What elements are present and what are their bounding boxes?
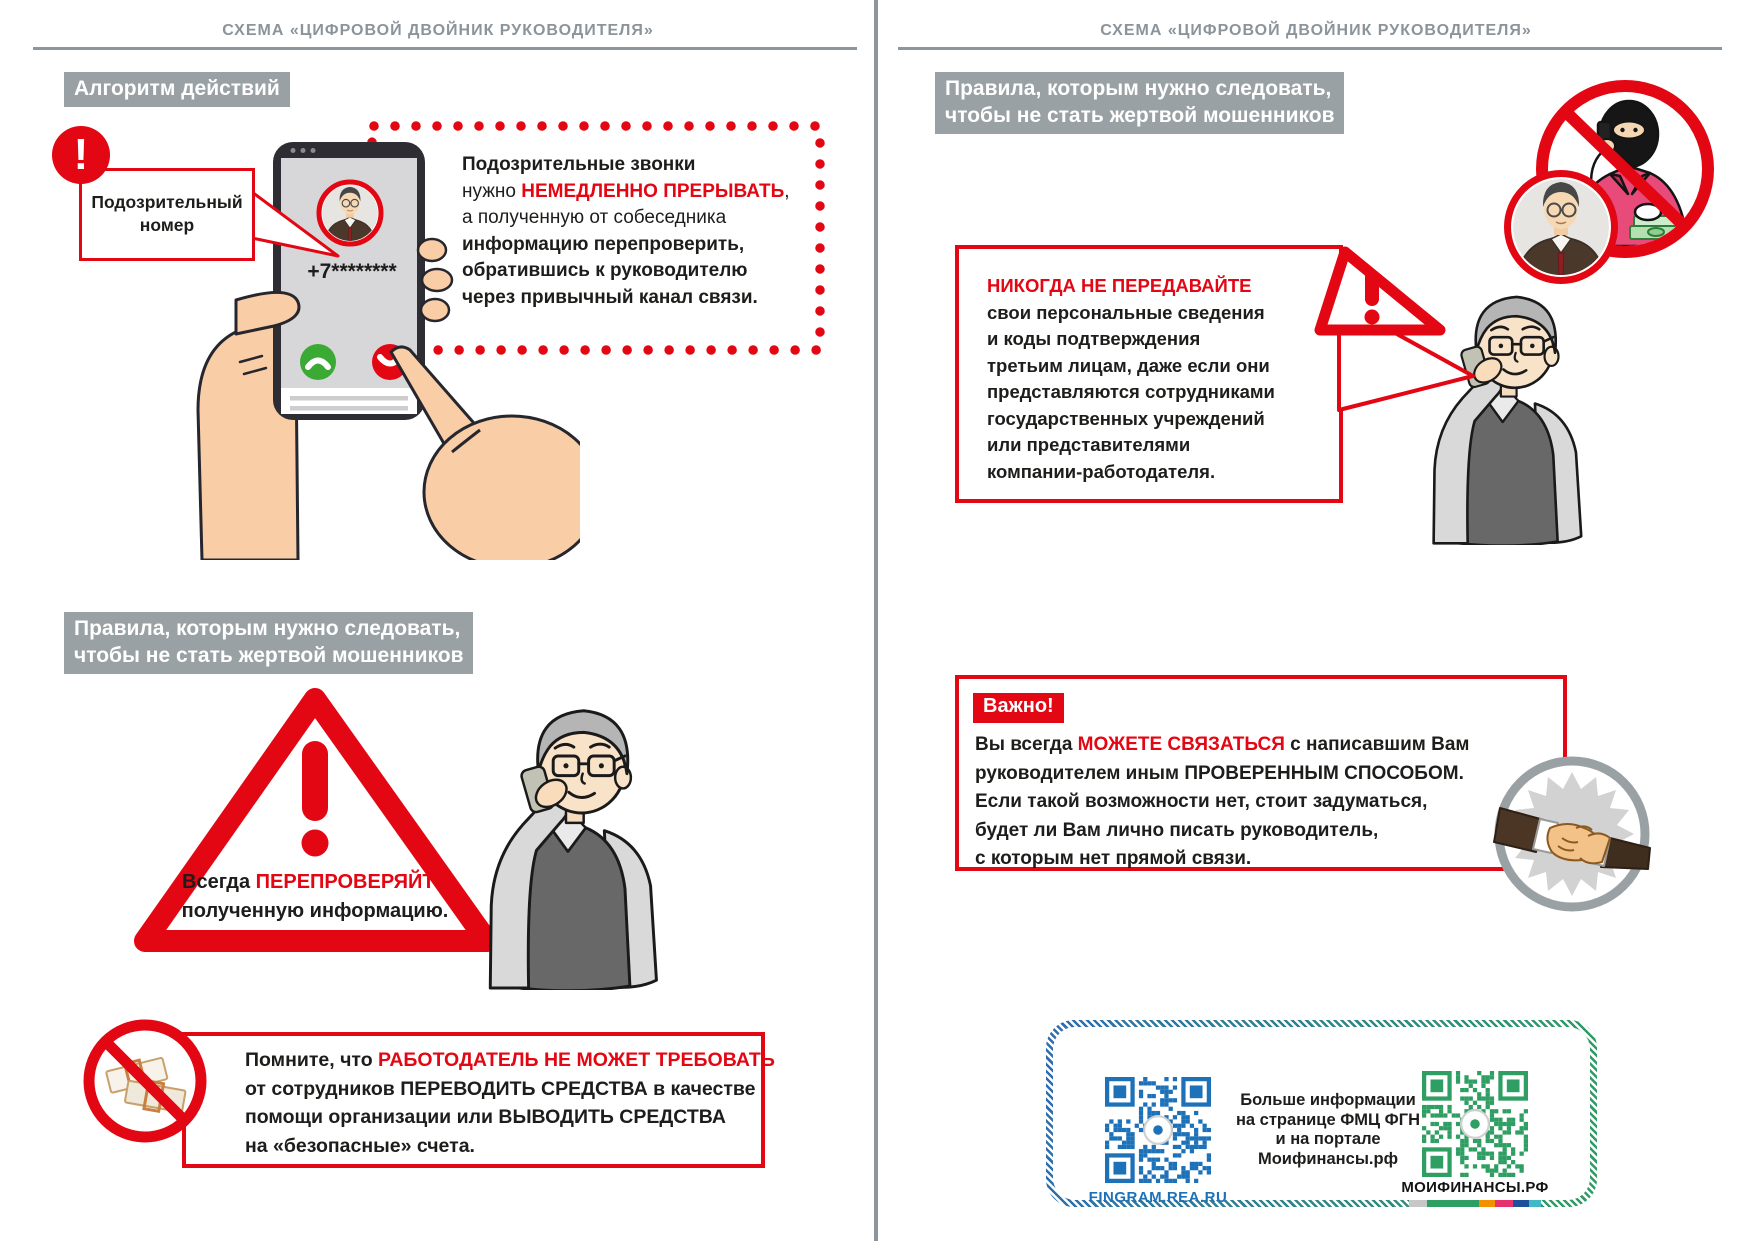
man-on-phone-illustration: [465, 695, 665, 990]
handshake-icon: [1488, 750, 1656, 918]
never-share-box: [955, 245, 1343, 503]
exclamation-bar-icon: [302, 741, 328, 821]
never-share-text: НИКОГДА НЕ ПЕРЕДАВАЙТЕ свои персональные сведения и коды подтверждения третьим лицам, даже если они представляются сотрудниками государственных учреждений или представителями компании-работодателя.: [959, 249, 1339, 485]
rules-label-line2: чтобы не стать жертвой мошенников: [945, 104, 1335, 127]
exclamation-dot-icon: [302, 830, 329, 857]
triangle-caption: Всегда ПЕРЕПРОВЕРЯЙТЕ полученную информацию.: [181, 871, 449, 922]
page-left-header: СХЕМА «ЦИФРОВОЙ ДВОЙНИК РУКОВОДИТЕЛЯ»: [222, 22, 654, 39]
header-rule-right: [898, 47, 1722, 50]
callout-pointer: [248, 186, 343, 264]
suspicious-number-callout: [79, 168, 255, 261]
employer-warning-text: Помните, что РАБОТОДАТЕЛЬ НЕ МОЖЕТ ТРЕБОВАТЬ от сотрудников ПЕРЕВОДИТЬ СРЕДСТВА в качестве помощи организации или ВЫВОДИТЬ СРЕДСТВА на «безопасные» счета.: [245, 1049, 775, 1157]
header-rule-left: [33, 47, 857, 50]
footer-info-text: Больше информации на странице ФМЦ ФГН и на портале Моифинансы.рф: [1235, 1091, 1421, 1168]
important-text: Вы всегда МОЖЕТЕ СВЯЗАТЬСЯ с написавшим Вам руководителем иным ПРОВЕРЕННЫМ СПОСОБОМ. Если такой возможности нет, стоит задуматься, будет ли Вам лично писать руководитель, с которым нет прямой связи.: [975, 734, 1470, 869]
boss-avatar-badge: [1501, 167, 1621, 287]
dotted-line1: Подозрительные звонки: [462, 154, 696, 175]
never-share-heading: НИКОГДА НЕ ПЕРЕДАВАЙТЕ: [987, 275, 1252, 296]
qr-fingram-label: FINGRAM.REA.RU: [1088, 1189, 1228, 1206]
section-label-algorithm: Алгоритм действий: [64, 72, 290, 107]
alert-exclamation-icon: !: [52, 126, 110, 184]
fingertip: [421, 299, 449, 321]
qr-moifinansy-label: МОИФИНАНСЫ.РФ: [1401, 1179, 1549, 1196]
brand-color-bar: [1409, 1200, 1541, 1207]
section-label-rules-left: [64, 612, 473, 674]
qr-code-fingram: [1105, 1077, 1211, 1183]
callout-line1: Подозрительный: [91, 192, 243, 212]
exclamation-bar-icon: [1365, 270, 1379, 306]
footer-inner: [1053, 1027, 1590, 1206]
emphasis-red: НЕМЕДЛЕННО ПРЕРЫВАТЬ: [521, 180, 785, 202]
dotted-line3: а полученную от собеседника: [462, 207, 727, 228]
qr-code-moifinansy: [1422, 1071, 1528, 1177]
dotted-line4: информацию перепроверить,: [462, 233, 745, 255]
dotted-line2: нужно НЕМЕДЛЕННО ПРЕРЫВАТЬ,: [462, 180, 790, 202]
rules-label-line1: Правила, которым нужно следовать,: [945, 77, 1332, 100]
warning-triangle-small: [1308, 244, 1454, 346]
phone-number: +7********: [307, 260, 397, 283]
dotted-line5: обратившись к руководителю: [462, 260, 748, 281]
emphasis-red: МОЖЕТЕ СВЯЗАТЬСЯ: [1077, 734, 1285, 755]
fingertip: [418, 239, 446, 261]
section-label-rules-right: [935, 72, 1344, 134]
emphasis-red: ПЕРЕПРОВЕРЯЙТЕ: [255, 871, 448, 893]
callout-line2: номер: [139, 215, 195, 235]
important-box: [955, 675, 1567, 871]
no-money-icon: [78, 1014, 212, 1148]
footer-info-card: [1046, 1020, 1597, 1207]
pointing-hand: [391, 347, 580, 560]
fingertip: [422, 269, 452, 291]
rules-label-line2: чтобы не стать жертвой мошенников: [74, 644, 464, 667]
important-badge: Важно!: [973, 693, 1064, 723]
exclamation-dot-icon: [1365, 310, 1380, 325]
page-right-header: СХЕМА «ЦИФРОВОЙ ДВОЙНИК РУКОВОДИТЕЛЯ»: [1100, 22, 1532, 39]
dotted-line6: через привычный канал связи.: [462, 286, 758, 308]
balaclava-face: [1613, 122, 1645, 139]
page-divider: [874, 0, 878, 1241]
emphasis-red: РАБОТОДАТЕЛЬ НЕ МОЖЕТ ТРЕБОВАТЬ: [378, 1049, 775, 1071]
rules-label-line1: Правила, которым нужно следовать,: [74, 617, 461, 640]
